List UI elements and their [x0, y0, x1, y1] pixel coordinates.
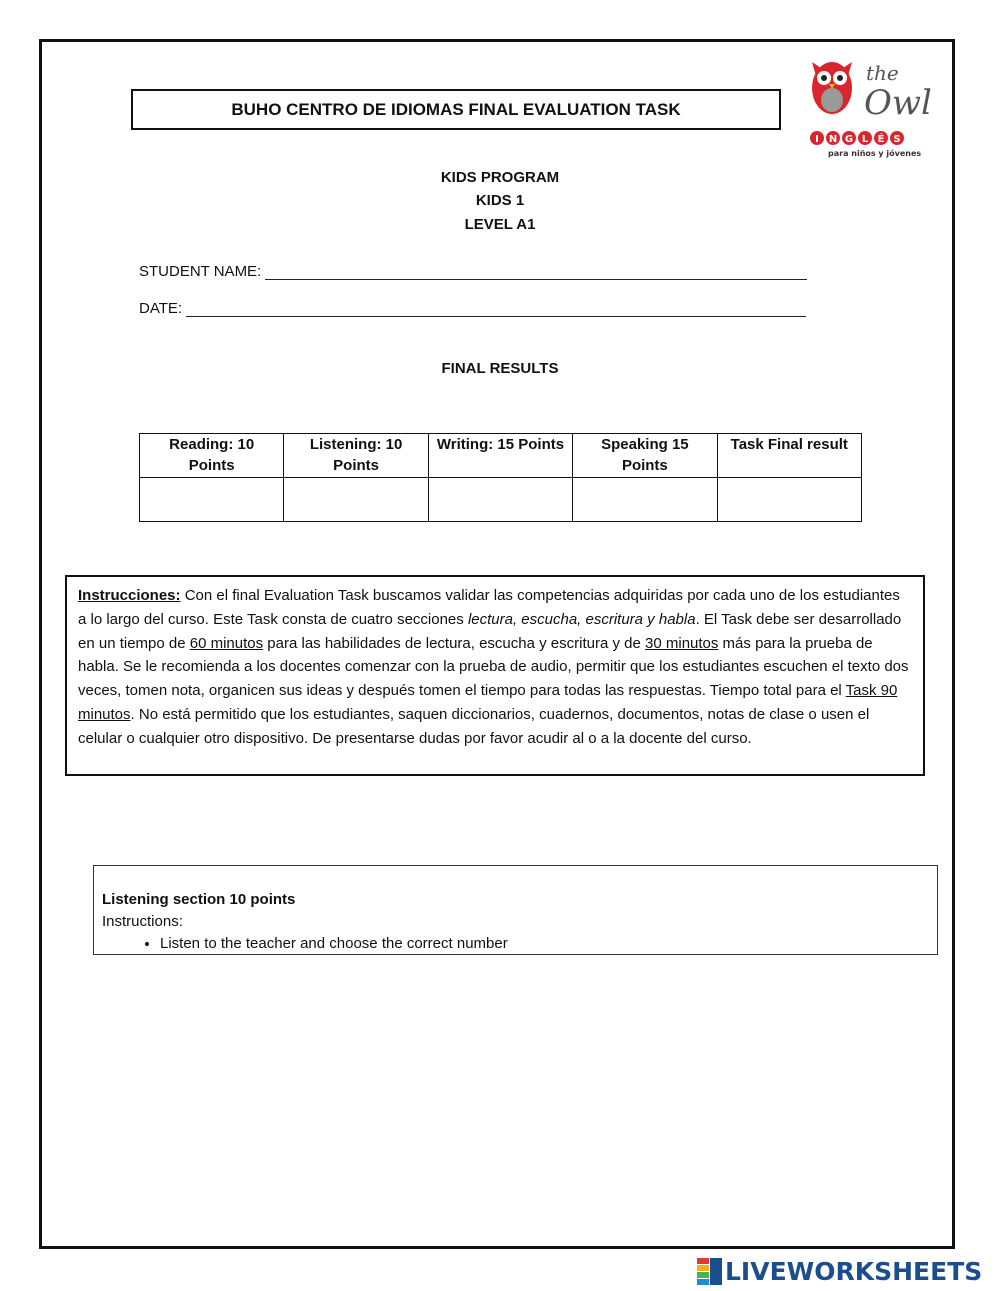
date-field[interactable] — [139, 300, 806, 317]
column-header-reading: Reading: 10 Points — [140, 434, 284, 478]
level-name: LEVEL A1 — [464, 216, 536, 233]
listening-section-box — [93, 865, 938, 955]
svg-text:É: É — [877, 134, 885, 145]
svg-text:G: G — [844, 134, 854, 145]
instructions-text: Con el final Evaluation Task buscamos validar las competencias adquiridas por cada uno de los estudiantes a lo largo del curso. Este Task consta de cuatro secciones — [78, 587, 900, 628]
svg-text:I: I — [815, 134, 819, 145]
final-result-cell[interactable] — [717, 478, 861, 522]
reading-score-cell[interactable] — [140, 478, 284, 522]
liveworksheets-brand[interactable] — [697, 1253, 982, 1289]
svg-text:N: N — [828, 134, 838, 145]
svg-text:L: L — [861, 134, 869, 145]
instructions-total-time: Task 90 minutos — [78, 682, 898, 723]
listening-instruction-list — [102, 933, 929, 955]
liveworksheets-icon — [697, 1256, 723, 1286]
instructions-time-speaking: 30 minutos — [645, 634, 719, 652]
svg-text:S: S — [893, 134, 901, 145]
instructions-text: . No está permitido que los estudiantes, saquen diccionarios, cuadernos, documentos, notas de clase o usen el celular o cualquier otro dispositivo. De presentarse dudas por favor acudir al o a la docente del curso. — [78, 705, 870, 747]
instructions-label: Instrucciones: — [78, 587, 181, 604]
table-header-row — [140, 434, 862, 478]
list-item: • Listen to the teacher and choose the correct number — [160, 933, 929, 955]
column-header-speaking: Speaking 15 Points — [573, 434, 717, 478]
column-header-writing: Writing: 15 Points — [428, 434, 572, 478]
student-name-line[interactable] — [265, 263, 807, 280]
writing-score-cell[interactable] — [428, 478, 572, 522]
date-line[interactable] — [186, 300, 806, 317]
instructions-text: . El Task debe ser desarrollado en un tiempo de — [78, 610, 902, 652]
listening-score-cell[interactable] — [284, 478, 428, 522]
owl-logo — [806, 56, 946, 160]
instructions-time-main: 60 minutos — [189, 634, 264, 652]
student-name-field[interactable] — [139, 263, 807, 280]
final-results-title: FINAL RESULTS — [441, 360, 559, 377]
instructions-text: para las habilidades de lectura, escucha y escritura y de — [263, 634, 646, 652]
table-row — [140, 478, 862, 522]
instructions-text: más para la prueba de habla. Se le recomienda a los docentes comenzar con la prueba de audio, permitir que los estudiantes escuchen el texto dos veces, tomen nota, organicen sus ideas y después tomen el tiempo para todas las respuestas. Tiempo total para el — [78, 634, 909, 700]
svg-text:the: the — [866, 61, 899, 85]
results-table — [139, 433, 862, 522]
listening-instructions-label: Instructions: — [102, 913, 183, 930]
svg-text:para niños y jóvenes: para niños y jóvenes — [828, 149, 922, 158]
instructions-box — [65, 575, 925, 776]
svg-text:Owl: Owl — [864, 83, 932, 123]
document-title: BUHO CENTRO DE IDIOMAS FINAL EVALUATION TASK — [131, 89, 781, 130]
instructions-sections: lectura, escucha, escritura y habla — [467, 610, 696, 628]
owl-icon — [812, 62, 852, 114]
column-header-listening: Listening: 10 Points — [284, 434, 428, 478]
liveworksheets-wordmark: LIVEWORKSHEETS — [725, 1256, 983, 1286]
program-name: KIDS PROGRAM — [440, 169, 560, 186]
listening-heading: Listening section 10 points — [102, 891, 296, 908]
student-name-label: STUDENT NAME: — [139, 263, 262, 280]
course-name: KIDS 1 — [475, 192, 525, 209]
date-label: DATE: — [139, 300, 183, 317]
speaking-score-cell[interactable] — [573, 478, 717, 522]
column-header-final: Task Final result — [717, 434, 861, 478]
